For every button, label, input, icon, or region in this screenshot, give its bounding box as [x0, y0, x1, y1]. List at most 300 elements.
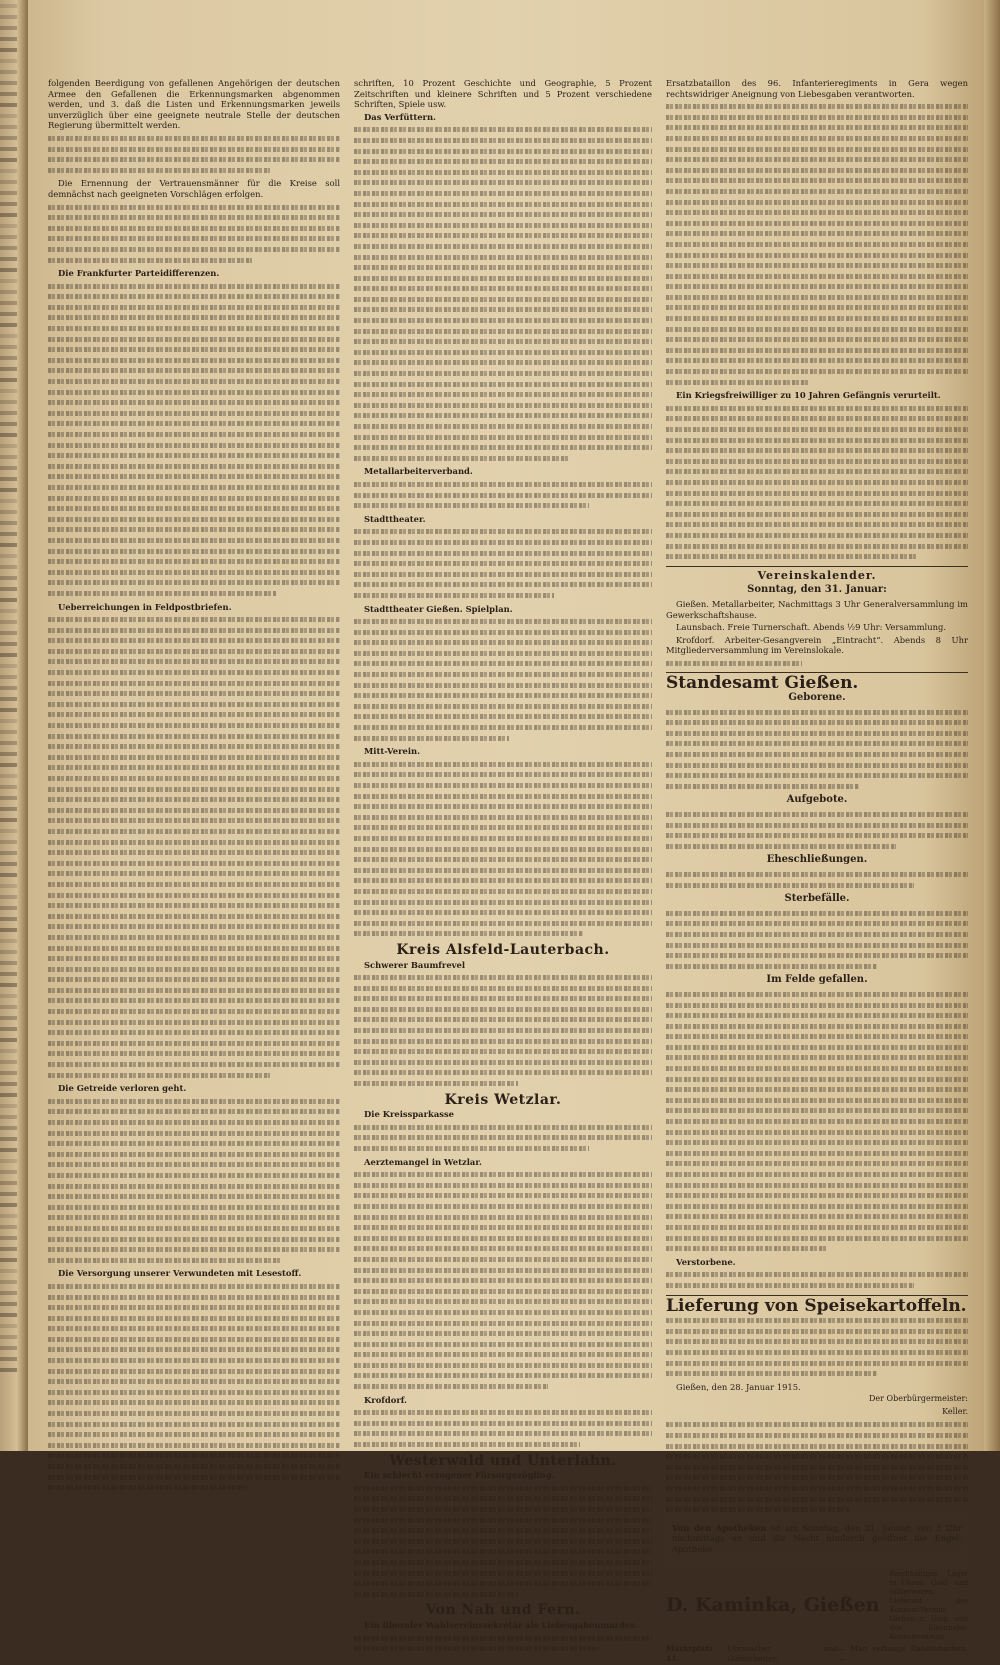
text-line — [48, 985, 340, 996]
text-line — [354, 658, 652, 669]
edge-fragment — [0, 1111, 28, 1122]
col2-p11-head: Ein schlecht erzogener Fürsorgezögling. — [364, 1470, 555, 1481]
vk-entry-1: Gießen. Metallarbeiter, Nachmittags 3 Uhr Generalversammlung im Gewerkschaftshause. — [666, 598, 968, 620]
text-line — [48, 762, 340, 773]
text-line — [48, 165, 270, 176]
text-line — [666, 207, 968, 218]
text-line — [354, 875, 652, 886]
text-line — [354, 983, 652, 994]
text-line — [666, 918, 968, 929]
text-line — [354, 432, 652, 443]
text-line — [48, 837, 340, 848]
text-line — [354, 1201, 652, 1212]
edge-fragment — [0, 1331, 28, 1342]
text-line — [666, 908, 968, 919]
text-line — [666, 1336, 968, 1347]
edge-fragment — [0, 308, 28, 319]
text-line — [354, 1169, 652, 1180]
text-line — [666, 1358, 968, 1369]
edge-fragment — [0, 88, 28, 99]
text-line — [666, 1222, 968, 1233]
text-line — [48, 133, 340, 144]
text-line — [48, 1344, 340, 1355]
text-line — [354, 1328, 652, 1339]
edge-fragment — [0, 792, 28, 803]
text-line — [666, 781, 859, 792]
text-line — [354, 167, 652, 178]
apotheken-text: ist am Sonntag, den 31. Januar, von 3 Uhr nachmittags an und die Nacht hindurch geöffnet die Engel-Apotheke. — [672, 1522, 962, 1554]
col2-p7-body — [354, 972, 652, 1089]
text-line — [48, 312, 340, 323]
text-line — [666, 770, 968, 781]
text-line — [666, 1021, 968, 1032]
edge-fragment — [0, 341, 28, 352]
text-line — [48, 1419, 340, 1430]
text-line — [354, 928, 583, 939]
text-line — [48, 588, 276, 599]
col1-p6-head: Die Versorgung unserer Verwundeten mit Lesestoff. — [58, 1268, 302, 1279]
text-line — [48, 535, 340, 546]
text-line — [666, 144, 968, 155]
text-line — [666, 355, 968, 366]
col1-p6-body — [48, 1281, 340, 1493]
text-line — [48, 709, 340, 720]
edge-fragment — [0, 440, 28, 451]
edge-fragment — [0, 1089, 28, 1100]
text-line — [354, 1349, 652, 1360]
edge-fragment — [0, 264, 28, 275]
text-line — [354, 1418, 652, 1429]
text-line — [354, 315, 652, 326]
text-line — [354, 886, 652, 897]
text-line — [354, 220, 652, 231]
col2-p12-head: Ein liberaler Wahlvereinssekretär als Liebesgabenmarder. — [364, 1619, 637, 1630]
text-line — [48, 1313, 340, 1324]
text-line — [48, 387, 340, 398]
col2-p5-body — [354, 616, 652, 743]
edge-fragment — [0, 363, 28, 374]
col3-p2-body — [666, 403, 968, 562]
text-line — [354, 1370, 652, 1381]
text-line — [354, 627, 652, 638]
text-line — [666, 424, 968, 435]
text-line — [48, 1450, 340, 1461]
text-line — [354, 1578, 652, 1589]
edge-fragment — [0, 1144, 28, 1155]
edge-fragment — [0, 616, 28, 627]
standesamt-title: Standesamt Gießen. — [666, 673, 859, 694]
text-line — [48, 1376, 340, 1387]
vereinskalender-title: Vereinskalender. — [757, 568, 877, 582]
text-line — [666, 435, 968, 446]
column-1 — [48, 78, 340, 1496]
edge-fragment — [0, 814, 28, 825]
apotheken-head: Von den Apotheken — [672, 1522, 767, 1533]
edge-fragment — [0, 1276, 28, 1287]
text-line — [354, 1004, 652, 1015]
text-line — [666, 749, 968, 760]
edge-fragment — [0, 407, 28, 418]
text-line — [666, 1462, 968, 1473]
text-line — [354, 1265, 652, 1276]
text-line — [666, 154, 968, 165]
text-line — [666, 820, 968, 831]
edge-fragment — [0, 286, 28, 297]
edge-fragment — [0, 319, 28, 330]
text-line — [354, 1504, 652, 1515]
ad-description: Reichhaltiges Lager in Uhren, Gold- und Silberwaren. Lieferant des Konsum-Vereins Gießen u. Umg. und des Eisenbahn-Konsumvereins. — [889, 1569, 968, 1641]
edge-fragment — [0, 1287, 28, 1298]
col2-p12-body — [354, 1633, 652, 1654]
text-line — [354, 1036, 652, 1047]
text-line — [48, 1191, 340, 1202]
text-line — [354, 1190, 652, 1201]
edge-fragment — [0, 1265, 28, 1276]
edge-fragment — [0, 1100, 28, 1111]
text-line — [48, 418, 340, 429]
text-line — [354, 188, 652, 199]
edge-fragment — [0, 1166, 28, 1177]
standesamt-verstorbene: Verstorbene. — [676, 1256, 736, 1267]
text-line — [48, 212, 340, 223]
text-line — [354, 833, 652, 844]
col1-p4-body — [48, 614, 340, 1080]
text-line — [666, 377, 808, 388]
section-heading-nah-fern: Von Nah und Fern. — [425, 1602, 581, 1619]
col3-lead-rest — [666, 101, 968, 387]
edge-fragment — [0, 396, 28, 407]
text-line — [48, 355, 340, 366]
col1-p5-head: Die Getreide verloren geht. — [58, 1083, 187, 1094]
edge-fragment — [0, 1364, 28, 1375]
text-line — [354, 1536, 652, 1547]
text-line — [666, 1430, 968, 1441]
standesamt-verst-list — [666, 1269, 968, 1290]
text-line — [354, 294, 652, 305]
text-line — [666, 1031, 968, 1042]
edge-fragment — [0, 374, 28, 385]
text-line — [48, 1202, 340, 1213]
text-line — [354, 1557, 652, 1568]
edge-fragment — [0, 572, 28, 583]
edge-fragment — [0, 187, 28, 198]
edge-fragment — [0, 220, 28, 231]
text-line — [666, 122, 968, 133]
col2-lead: schriften, 10 Prozent Geschichte und Geographie, 5 Prozent Zeitschriften und kleinere Schriften und 5 Prozent verschiedene Schriften, Spiele usw. — [354, 78, 652, 110]
text-line — [354, 1439, 580, 1450]
text-line — [666, 1201, 968, 1212]
text-line — [354, 907, 652, 918]
text-line — [48, 323, 340, 334]
edge-fragment — [0, 968, 28, 979]
edge-fragment — [0, 462, 28, 473]
edge-fragment — [0, 66, 28, 77]
edge-fragment — [0, 1232, 28, 1243]
edge-fragment — [0, 1320, 28, 1331]
text-line — [354, 1407, 652, 1418]
text-line — [48, 493, 340, 504]
col1-p2-rest — [48, 202, 340, 266]
edge-fragment — [0, 1221, 28, 1232]
edge-fragment — [0, 1122, 28, 1133]
text-line — [666, 738, 968, 749]
text-line — [354, 759, 652, 770]
text-line — [354, 230, 652, 241]
text-line — [48, 911, 340, 922]
edge-fragment — [0, 495, 28, 506]
text-line — [354, 273, 652, 284]
edge-fragment — [0, 121, 28, 132]
edge-fragment — [0, 209, 28, 220]
edge-fragment — [0, 869, 28, 880]
text-line — [666, 1243, 826, 1254]
text-line — [354, 897, 652, 908]
ad-trade: Uhrmacher und Goldarbeiter. — [727, 1643, 839, 1664]
text-line — [354, 209, 652, 220]
text-line — [48, 826, 340, 837]
standesamt-sterbefaelle: Sterbefälle. — [784, 893, 850, 905]
text-line — [354, 1078, 518, 1089]
edge-fragment — [0, 550, 28, 561]
text-line — [354, 690, 652, 701]
col3-lead: Ersatzbataillon des 96. Infanterieregiments in Gera wegen rechtswidriger Aneignung von Liebesgaben verantworten. — [666, 78, 968, 99]
vk-entry-3-rest — [666, 658, 968, 669]
col1-lead-rest — [48, 133, 340, 175]
edge-fragment — [0, 132, 28, 143]
edge-fragment — [0, 44, 28, 55]
edge-fragment — [0, 55, 28, 66]
col1-p5-body — [48, 1096, 340, 1266]
text-line — [48, 1059, 340, 1070]
text-line — [666, 239, 968, 250]
col2-p4-head: Stadttheater. — [364, 513, 426, 524]
text-line — [48, 932, 340, 943]
lieferung-date: Gießen, den 28. Januar 1915. — [676, 1381, 801, 1392]
text-line — [48, 773, 340, 784]
text-line — [354, 1643, 598, 1654]
lieferung-signature-name: Keller. — [942, 1406, 968, 1416]
edge-fragment — [0, 385, 28, 396]
text-line — [48, 635, 340, 646]
newspaper-page — [28, 0, 1000, 1664]
text-line — [48, 741, 340, 752]
edge-fragment — [0, 0, 28, 11]
text-line — [48, 1429, 340, 1440]
col2-p4-body — [354, 526, 652, 600]
text-line — [354, 400, 652, 411]
text-line — [666, 1105, 968, 1116]
edge-fragment — [0, 825, 28, 836]
edge-fragment — [0, 803, 28, 814]
text-line — [48, 1223, 340, 1234]
edge-fragment — [0, 1023, 28, 1034]
text-line — [354, 801, 652, 812]
text-line — [666, 112, 968, 123]
section-heading-alsfeld: Kreis Alsfeld-Lauterbach. — [396, 941, 610, 958]
col2-p8-body — [354, 1122, 652, 1154]
lieferung-body — [666, 1315, 968, 1379]
text-line — [354, 1212, 652, 1223]
text-line — [666, 1169, 968, 1180]
text-line — [666, 228, 968, 239]
edge-fragment — [0, 979, 28, 990]
text-line — [666, 260, 968, 271]
text-line — [48, 1128, 340, 1139]
text-line — [354, 1014, 652, 1025]
text-line — [666, 324, 968, 335]
text-line — [48, 943, 340, 954]
text-line — [354, 241, 652, 252]
text-line — [354, 548, 652, 559]
edge-fragment — [0, 528, 28, 539]
ad-rabatt: — Man verlange Rabattmarken. — — [838, 1643, 968, 1664]
text-line — [354, 1318, 652, 1329]
text-line — [666, 760, 968, 771]
text-line — [666, 1074, 968, 1085]
text-line — [48, 688, 340, 699]
text-line — [666, 186, 968, 197]
text-line — [48, 302, 340, 313]
text-line — [48, 868, 340, 879]
text-line — [48, 995, 340, 1006]
text-line — [48, 1334, 340, 1345]
edge-fragment — [0, 561, 28, 572]
text-line — [666, 313, 968, 324]
edge-fragment — [0, 880, 28, 891]
text-line — [354, 1132, 652, 1143]
text-line — [354, 379, 652, 390]
text-line — [354, 791, 652, 802]
edge-fragment — [0, 1243, 28, 1254]
edge-fragment — [0, 473, 28, 484]
text-line — [666, 281, 968, 292]
text-line — [666, 1010, 968, 1021]
text-line — [48, 815, 340, 826]
text-line — [354, 1546, 652, 1557]
text-line — [666, 271, 968, 282]
text-line — [48, 1397, 340, 1408]
col1-p4-head: Ueberreichungen in Feldpostbriefen. — [58, 601, 232, 612]
text-line — [666, 1180, 968, 1191]
text-line — [666, 1347, 968, 1358]
text-line — [48, 752, 340, 763]
text-line — [666, 334, 968, 345]
text-line — [666, 292, 968, 303]
text-line — [48, 1048, 340, 1059]
ad-company-name: D. Kaminka, Gießen — [666, 1594, 880, 1617]
col2-p2-head: Das Verfüttern. — [364, 111, 436, 122]
text-line — [666, 707, 968, 718]
text-line — [354, 490, 652, 501]
edge-fragment — [0, 275, 28, 286]
text-line — [48, 794, 340, 805]
edge-fragment — [0, 682, 28, 693]
text-line — [354, 616, 652, 627]
text-line — [48, 376, 340, 387]
edge-fragment — [0, 143, 28, 154]
text-line — [48, 625, 340, 636]
text-line — [48, 429, 340, 440]
text-line — [354, 1180, 652, 1191]
edge-fragment — [0, 671, 28, 682]
text-line — [48, 900, 340, 911]
text-line — [48, 408, 340, 419]
text-line — [354, 637, 652, 648]
text-line — [666, 445, 968, 456]
text-line — [48, 450, 340, 461]
text-line — [666, 366, 968, 377]
text-line — [354, 410, 652, 421]
text-line — [48, 1106, 340, 1117]
edge-fragment — [0, 583, 28, 594]
text-line — [48, 1244, 340, 1255]
text-line — [666, 1116, 968, 1127]
section-heading-wetzlar: Kreis Wetzlar. — [444, 1091, 562, 1108]
text-line — [48, 1234, 340, 1245]
text-line — [354, 1025, 652, 1036]
text-line — [354, 1525, 652, 1536]
text-line — [48, 144, 340, 155]
edge-fragment — [0, 1067, 28, 1078]
text-line — [354, 558, 652, 569]
col1-lead: folgenden Beerdigung von gefallenen Angehörigen der deutschen Armee den Gefallenen die Erkennungsmarken abgenommen werden, und 3. daß die Listen und Erkennungsmarken jeweils unverzüglich über eine geeignete neutrale Stelle der deutschen Regierung übermittelt werden. — [48, 78, 340, 131]
text-line — [666, 101, 968, 112]
text-line — [666, 1315, 968, 1326]
edge-fragment — [0, 242, 28, 253]
standesamt-aufgebote-list — [666, 809, 968, 851]
text-line — [666, 1137, 968, 1148]
edge-fragment — [0, 1056, 28, 1067]
vk-entry-2: Launsbach. Freie Turnerschaft. Abends ½9 Uhr: Versammlung. — [676, 622, 947, 633]
text-line — [48, 964, 340, 975]
text-line — [666, 1084, 968, 1095]
text-line — [48, 440, 340, 451]
text-line — [666, 250, 968, 261]
text-line — [354, 1515, 652, 1526]
col1-p2: Die Ernennung der Vertrauensmänner für die Kreise soll demnächst nach geeigneten Vorschlägen erfolgen. — [48, 178, 340, 199]
text-line — [354, 844, 652, 855]
text-line — [666, 413, 968, 424]
text-line — [666, 809, 968, 820]
text-line — [48, 1117, 340, 1128]
text-line — [666, 1211, 968, 1222]
edge-fragment — [0, 165, 28, 176]
edge-fragment — [0, 22, 28, 33]
text-line — [354, 1046, 652, 1057]
text-line — [354, 146, 652, 157]
text-line — [354, 865, 652, 876]
edge-fragment — [0, 1133, 28, 1144]
text-line — [48, 1212, 340, 1223]
edge-fragment — [0, 1177, 28, 1188]
col1-p3-head: Die Frankfurter Parteidifferenzen. — [58, 268, 220, 279]
text-line — [354, 1339, 652, 1350]
text-line — [666, 345, 968, 356]
text-line — [666, 830, 968, 841]
text-line — [354, 769, 652, 780]
text-line — [666, 940, 968, 951]
text-line — [48, 567, 340, 578]
edge-fragment — [0, 1298, 28, 1309]
text-line — [48, 397, 340, 408]
edge-fragment — [0, 1309, 28, 1320]
edge-fragment — [0, 1012, 28, 1023]
text-line — [48, 879, 340, 890]
col2-p6-body — [354, 759, 652, 939]
text-line — [354, 780, 652, 791]
edge-fragment — [0, 990, 28, 1001]
text-line — [666, 1504, 850, 1515]
